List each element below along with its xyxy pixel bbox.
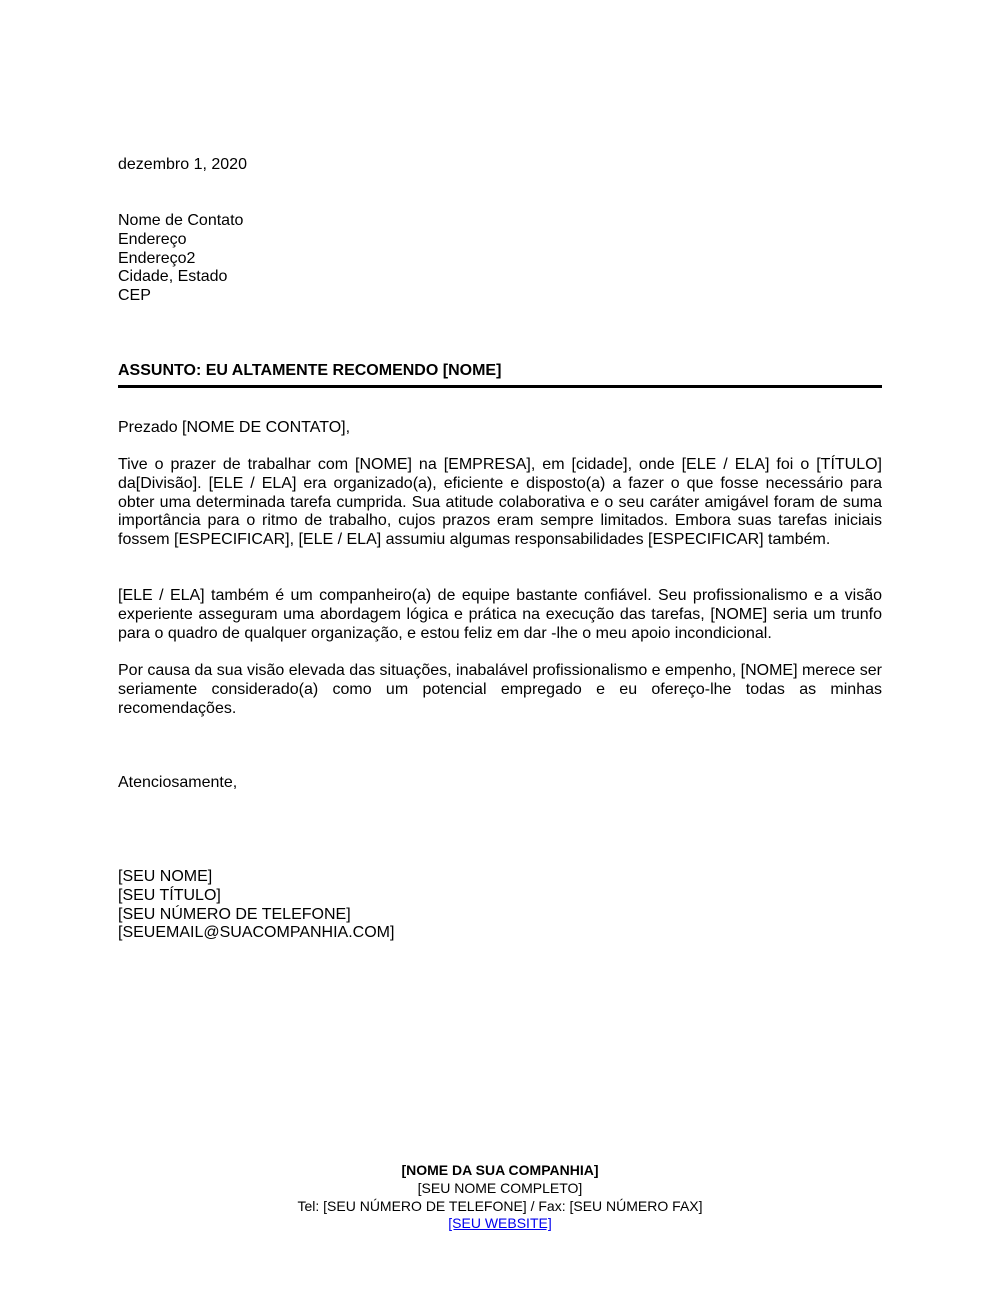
- footer-company: [NOME DA SUA COMPANHIA]: [401, 1162, 599, 1178]
- body-paragraph-1: Tive o prazer de trabalhar com [NOME] na [EMPRESA], em [cidade], onde [ELE / ELA] foi o [TÍTULO] da[Divisão]. [ELE / ELA] era organizado(a), eficiente e disposto(a) a fazer o que fosse necessário para obter uma determinada tarefa cumprida. Sua atitude colaborativa e o seu caráter amigável foram de suma importância para o ritmo de trabalho, cujos prazos eram sempre limitados. Embora suas tarefas iniciais fossem [ESPECIFICAR], [ELE / ELA] assumiu algumas responsabilidades [ESPECIFICAR] também.: [118, 456, 882, 549]
- footer-website-link[interactable]: [SEU WEBSITE]: [448, 1215, 552, 1232]
- signature-title: [SEU TÍTULO]: [118, 886, 221, 904]
- salutation-block: [118, 419, 882, 438]
- subject-divider: [118, 385, 882, 388]
- recipient-city-state: Cidade, Estado: [118, 268, 228, 286]
- page-footer: [0, 1162, 1000, 1233]
- closing-block: [118, 774, 882, 793]
- signature-phone: [SEU NÚMERO DE TELEFONE]: [118, 905, 351, 923]
- closing: Atenciosamente,: [118, 774, 238, 791]
- recipient-address: [118, 212, 882, 306]
- subject-line: ASSUNTO: EU ALTAMENTE RECOMENDO [NOME]: [118, 362, 502, 379]
- body-paragraph-2: [ELE / ELA] também é um companheiro(a) de equipe bastante confiável. Seu profissionalismo e a visão experiente asseguram uma abordagem lógica e prática na execução das tarefas, [NOME] seria um trunfo para o quadro de qualquer organização, e estou feliz em dar -lhe o meu apoio incondicional.: [118, 587, 882, 642]
- body-paragraph-3: Por causa da sua visão elevada das situações, inabalável profissionalismo e empenho, [NOME] merece ser seriamente considerado(a) como um potencial empregado e eu ofereço-lhe todas as minhas recomendações.: [118, 662, 882, 717]
- recipient-name: Nome de Contato: [118, 212, 244, 229]
- signature-email: [SEUEMAIL@SUACOMPANHIA.COM]: [118, 924, 395, 942]
- footer-contact: Tel: [SEU NÚMERO DE TELEFONE] / Fax: [SEU NÚMERO FAX]: [297, 1197, 703, 1214]
- recipient-address1: Endereço: [118, 230, 187, 248]
- salutation: Prezado [NOME DE CONTATO],: [118, 419, 351, 436]
- recipient-zip: CEP: [118, 287, 151, 305]
- footer-full-name: [SEU NOME COMPLETO]: [417, 1179, 583, 1196]
- signature-block: [118, 868, 882, 943]
- letter-date: dezembro 1, 2020: [118, 156, 247, 173]
- signature-name: [SEU NOME]: [118, 868, 213, 885]
- subject-block: [118, 362, 882, 381]
- recipient-address2: Endereço2: [118, 249, 196, 267]
- letter-date-block: [118, 156, 882, 175]
